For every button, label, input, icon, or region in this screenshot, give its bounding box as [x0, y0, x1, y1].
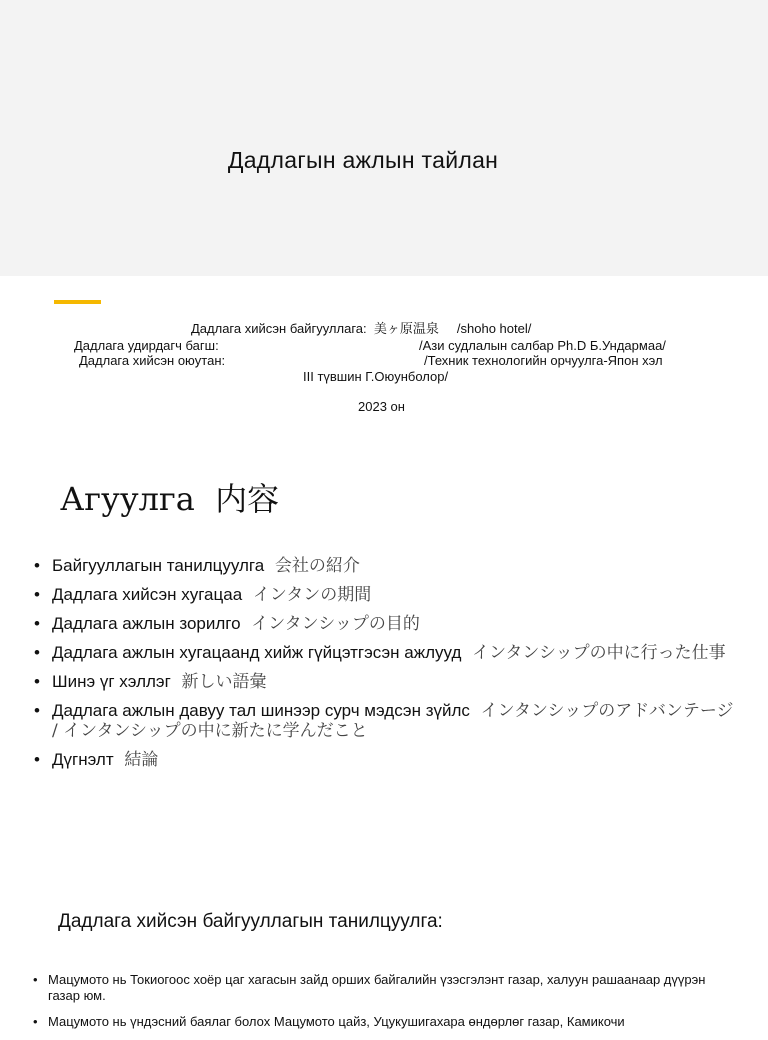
- contents-item: [34, 556, 734, 576]
- contents-item-mn: Шинэ үг хэллэг: [52, 672, 171, 691]
- section-heading: Дадлага хийсэн байгууллагын танилцуулга:: [58, 911, 443, 932]
- contents-item-jp: 新しい語彙: [181, 672, 267, 692]
- bullet-icon: •: [34, 643, 40, 662]
- bullet-icon: •: [34, 701, 40, 720]
- contents-heading: Агуулга 内容: [60, 480, 280, 518]
- contents-item: [34, 643, 734, 663]
- student-label: Дадлага хийсэн оюутан:: [79, 353, 226, 368]
- bullet-icon: •: [34, 614, 40, 633]
- bullet-icon: •: [34, 556, 40, 575]
- supervisor-value: /Ази судлалын салбар Ph.D Б.Ундармаа/: [419, 338, 666, 353]
- contents-item-mn: Дүгнэлт: [52, 750, 114, 769]
- contents-item: [34, 614, 734, 634]
- organization-line: Дадлага хийсэн байгууллага: 美ヶ原温泉 /shoho hotel/: [191, 321, 532, 336]
- section-paragraph: [30, 1014, 720, 1030]
- section-paragraph-list: [30, 972, 720, 1040]
- contents-item: [34, 750, 734, 770]
- title-slide: [0, 0, 768, 276]
- student-value: /Техник технологийн орчуулга-Япон хэл: [424, 353, 663, 368]
- report-year: 2023 он: [358, 399, 405, 414]
- contents-item: [34, 585, 734, 605]
- contents-item-mn: Дадлага ажлын зорилго: [52, 614, 241, 633]
- contents-list: [34, 556, 734, 779]
- contents-item-jp: インタンシップの中に行った仕事: [472, 643, 726, 663]
- student-value-continued: III түвшин Г.Оюунболор/: [303, 369, 449, 384]
- contents-item-jp: インタンシップのアドバンテージ / インタンシップの中に新たに学んだこと: [52, 701, 734, 741]
- accent-bar: [54, 300, 101, 304]
- contents-item-jp: 会社の紹介: [274, 556, 360, 576]
- contents-item: [34, 672, 734, 692]
- supervisor-label: Дадлага удирдагч багш:: [74, 338, 219, 353]
- bullet-icon: •: [33, 1014, 38, 1029]
- contents-item-jp: 結論: [124, 750, 159, 770]
- contents-item-mn: Дадлага ажлын хугацаанд хийж гүйцэтгэсэн ажлууд: [52, 643, 462, 662]
- section-paragraph-text: Мацумото нь Токиогоос хоёр цаг хагасын зайд орших байгалийн үзэсгэлэнт газар, халуун рашаанаар дүүрэн газар юм.: [48, 972, 706, 1003]
- contents-item-jp: インタンの期間: [252, 585, 372, 605]
- report-title: Дадлагын ажлын тайлан: [227, 147, 499, 173]
- bullet-icon: •: [34, 750, 40, 769]
- bullet-icon: •: [33, 972, 38, 987]
- contents-item-jp: インタンシップの目的: [251, 614, 420, 634]
- bullet-icon: •: [34, 672, 40, 691]
- contents-item-mn: Дадлага хийсэн хугацаа: [52, 585, 243, 604]
- section-paragraph-text: Мацумото нь үндэсний баялаг болох Мацумото цайз, Уцукушигахара өндөрлөг газар, Камикочи: [48, 1014, 625, 1029]
- contents-item: [34, 701, 734, 741]
- section-paragraph: [30, 972, 720, 1004]
- bullet-icon: •: [34, 585, 40, 604]
- contents-item-mn: Дадлага ажлын давуу тал шинээр сурч мэдсэн зүйлс: [52, 701, 470, 720]
- contents-item-mn: Байгууллагын танилцуулга: [52, 556, 265, 575]
